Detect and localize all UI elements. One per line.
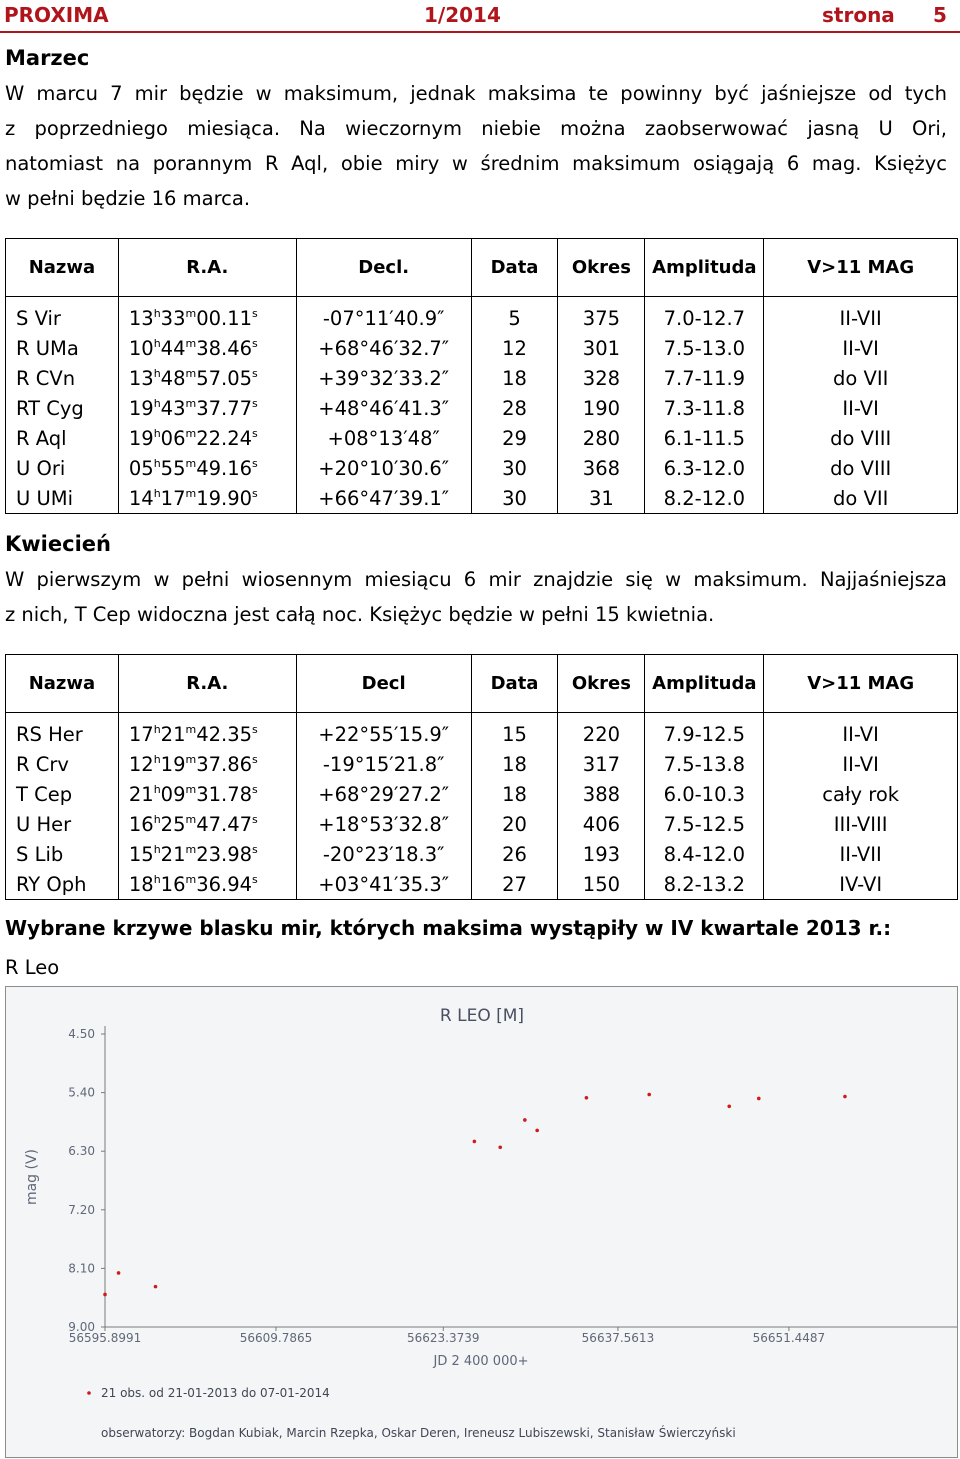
ra-seconds: 36.94 [196, 872, 253, 896]
ra-hours: 17 [128, 722, 154, 746]
unit-h: h [153, 306, 161, 320]
paragraph-line: W marcu 7 mir będzie w maksimum, jednak maksima te powinny być jaśniejsze od tych [5, 82, 947, 105]
column-header: V>11 MAG [764, 655, 958, 713]
period: 190 [558, 393, 645, 423]
max-date: 18 [471, 363, 558, 393]
table-row [6, 393, 958, 423]
visibility-months: IV-VI [764, 869, 958, 900]
amplitude: 7.7-11.9 [645, 363, 764, 393]
ra-hours: 19 [128, 426, 154, 450]
right-ascension [118, 749, 296, 779]
column-header: R.A. [118, 239, 296, 297]
column-header: Data [471, 239, 558, 297]
unit-h: h [153, 872, 161, 886]
star-name: T Cep [6, 779, 119, 809]
visibility-months: II-VI [764, 749, 958, 779]
ra-hours: 15 [128, 842, 154, 866]
unit-m: m [185, 812, 197, 826]
column-header: Decl [296, 655, 471, 713]
unit-s: s [252, 782, 258, 796]
max-date: 12 [471, 333, 558, 363]
unit-m: m [185, 752, 197, 766]
data-point [647, 1093, 651, 1097]
ra-minutes: 06 [160, 426, 186, 450]
amplitude: 7.3-11.8 [645, 393, 764, 423]
y-tick-label: 6.30 [68, 1144, 95, 1159]
page-label: strona [822, 3, 895, 27]
visibility-months: II-VII [764, 839, 958, 869]
ra-seconds: 37.86 [196, 752, 253, 776]
visibility-months: II-VI [764, 393, 958, 423]
paragraph-line: z nich, T Cep widoczna jest całą noc. Księżyc będzie w pełni 15 kwietnia. [5, 603, 715, 626]
declination: +08°13′48″ [296, 423, 471, 453]
light-curve-chart [5, 986, 958, 1458]
april-paragraph [5, 562, 947, 632]
column-header: Nazwa [6, 655, 119, 713]
table-row [6, 483, 958, 514]
page-header [0, 0, 960, 30]
data-point [117, 1271, 121, 1275]
period: 317 [558, 749, 645, 779]
ra-minutes: 21 [160, 722, 186, 746]
unit-h: h [153, 366, 161, 380]
amplitude: 8.4-12.0 [645, 839, 764, 869]
star-name: U Her [6, 809, 119, 839]
table-row [6, 453, 958, 483]
unit-m: m [185, 366, 197, 380]
column-header: Data [471, 655, 558, 713]
declination: +18°53′32.8″ [296, 809, 471, 839]
table-row [6, 363, 958, 393]
unit-m: m [185, 336, 197, 350]
visibility-months: III-VIII [764, 809, 958, 839]
ra-minutes: 55 [160, 456, 186, 480]
ra-minutes: 09 [160, 782, 186, 806]
star-name: R Aql [6, 423, 119, 453]
data-point [473, 1140, 477, 1144]
right-ascension [118, 363, 296, 393]
column-header: V>11 MAG [764, 239, 958, 297]
ra-hours: 05 [128, 456, 154, 480]
data-point [535, 1129, 539, 1133]
period: 31 [558, 483, 645, 514]
ra-minutes: 33 [160, 306, 186, 330]
page-number: 5 [933, 3, 947, 27]
unit-h: h [153, 752, 161, 766]
x-axis-label: JD 2 400 000+ [433, 1354, 529, 1369]
star-name: U UMi [6, 483, 119, 514]
max-date: 27 [471, 869, 558, 900]
ra-hours: 13 [128, 366, 154, 390]
amplitude: 7.5-12.5 [645, 809, 764, 839]
amplitude: 8.2-12.0 [645, 483, 764, 514]
table-row [6, 869, 958, 900]
unit-s: s [252, 396, 258, 410]
declination: +48°46′41.3″ [296, 393, 471, 423]
unit-h: h [153, 336, 161, 350]
x-tick-label: 56637.5613 [581, 1331, 655, 1345]
unit-h: h [153, 782, 161, 796]
right-ascension [118, 423, 296, 453]
star-name: S Lib [6, 839, 119, 869]
y-tick-label: 9.00 [68, 1320, 95, 1334]
y-tick-label: 7.20 [68, 1202, 95, 1217]
chart-title: R LEO [M] [439, 1006, 525, 1026]
unit-m: m [185, 486, 197, 500]
max-date: 20 [471, 809, 558, 839]
ra-seconds: 19.90 [196, 486, 253, 510]
visibility-months: do VII [764, 483, 958, 514]
star-name: U Ori [6, 453, 119, 483]
column-header: Okres [558, 655, 645, 713]
table-row [6, 333, 958, 363]
legend-text: 21 obs. od 21-01-2013 do 07-01-2014 [101, 1386, 330, 1400]
max-date: 26 [471, 839, 558, 869]
declination: +39°32′33.2″ [296, 363, 471, 393]
ra-minutes: 16 [160, 872, 186, 896]
period: 406 [558, 809, 645, 839]
ra-minutes: 19 [160, 752, 186, 776]
march-paragraph [5, 76, 947, 216]
declination: -07°11′40.9″ [296, 297, 471, 334]
section-title-march: Marzec [5, 46, 90, 70]
data-point [103, 1293, 107, 1297]
declination: +68°46′32.7″ [296, 333, 471, 363]
amplitude: 6.3-12.0 [645, 453, 764, 483]
unit-m: m [185, 456, 197, 470]
header-rule [0, 31, 960, 33]
period: 193 [558, 839, 645, 869]
visibility-months: cały rok [764, 779, 958, 809]
ra-minutes: 44 [160, 336, 186, 360]
unit-m: m [185, 396, 197, 410]
ra-hours: 21 [128, 782, 154, 806]
unit-s: s [252, 812, 258, 826]
star-name: RS Her [6, 713, 119, 750]
declination: +66°47′39.1″ [296, 483, 471, 514]
table-header-row [6, 655, 958, 713]
ra-minutes: 43 [160, 396, 186, 420]
ra-hours: 16 [128, 812, 154, 836]
ra-minutes: 21 [160, 842, 186, 866]
max-date: 30 [471, 483, 558, 514]
table-row [6, 423, 958, 453]
ra-seconds: 42.35 [196, 722, 253, 746]
right-ascension [118, 869, 296, 900]
data-point [498, 1145, 502, 1149]
star-name: RY Oph [6, 869, 119, 900]
max-date: 5 [471, 297, 558, 334]
y-tick-label: 4.50 [68, 1027, 95, 1041]
april-mira-table [5, 654, 958, 900]
visibility-months: II-VII [764, 297, 958, 334]
table-row [6, 809, 958, 839]
period: 301 [558, 333, 645, 363]
unit-h: h [153, 486, 161, 500]
period: 388 [558, 779, 645, 809]
column-header: Amplituda [645, 239, 764, 297]
period: 280 [558, 423, 645, 453]
unit-m: m [185, 722, 197, 736]
unit-s: s [252, 722, 258, 736]
visibility-months: do VIII [764, 453, 958, 483]
column-header: Okres [558, 239, 645, 297]
star-name: R UMa [6, 333, 119, 363]
max-date: 30 [471, 453, 558, 483]
declination: +03°41′35.3″ [296, 869, 471, 900]
unit-s: s [252, 306, 258, 320]
period: 220 [558, 713, 645, 750]
journal-name: PROXIMA [4, 3, 109, 27]
unit-s: s [252, 752, 258, 766]
ra-hours: 10 [128, 336, 154, 360]
ra-hours: 19 [128, 396, 154, 420]
data-point [727, 1104, 731, 1108]
ra-seconds: 00.11 [196, 306, 253, 330]
unit-m: m [185, 426, 197, 440]
ra-hours: 13 [128, 306, 154, 330]
visibility-months: II-VI [764, 333, 958, 363]
right-ascension [118, 713, 296, 750]
right-ascension [118, 839, 296, 869]
unit-s: s [252, 366, 258, 380]
x-tick-label: 56651.4487 [752, 1331, 826, 1345]
table-row [6, 297, 958, 334]
column-header: R.A. [118, 655, 296, 713]
table-row [6, 779, 958, 809]
period: 150 [558, 869, 645, 900]
right-ascension [118, 453, 296, 483]
observers-text: obserwatorzy: Bogdan Kubiak, Marcin Rzepka, Oskar Deren, Ireneusz Lubiszewski, Stanisław Świerczyński [101, 1426, 736, 1440]
issue-number: 1/2014 [424, 3, 501, 27]
star-name: R CVn [6, 363, 119, 393]
unit-h: h [153, 456, 161, 470]
y-tick-label: 5.40 [68, 1085, 95, 1100]
unit-m: m [185, 872, 197, 886]
march-mira-table [5, 238, 958, 514]
table-row [6, 749, 958, 779]
max-date: 15 [471, 713, 558, 750]
ra-seconds: 37.77 [196, 396, 253, 420]
x-tick-label: 56623.3739 [407, 1331, 480, 1345]
legend-marker [87, 1391, 91, 1395]
paragraph-line: natomiast na porannym R Aql, obie miry w średnim maksimum osiągają 6 mag. Księżyc [5, 152, 947, 175]
star-name: RT Cyg [6, 393, 119, 423]
ra-seconds: 57.05 [196, 366, 253, 390]
max-date: 28 [471, 393, 558, 423]
star-name: S Vir [6, 297, 119, 334]
amplitude: 8.2-13.2 [645, 869, 764, 900]
unit-h: h [153, 812, 161, 826]
ra-hours: 14 [128, 486, 154, 510]
column-header: Amplituda [645, 655, 764, 713]
amplitude: 7.5-13.8 [645, 749, 764, 779]
period: 375 [558, 297, 645, 334]
right-ascension [118, 779, 296, 809]
table-header-row [6, 239, 958, 297]
ra-hours: 12 [128, 752, 154, 776]
unit-h: h [153, 722, 161, 736]
paragraph-line: z poprzedniego miesiąca. Na wieczornym niebie można zaobserwować jasną U Ori, [5, 117, 947, 140]
max-date: 18 [471, 779, 558, 809]
right-ascension [118, 809, 296, 839]
y-axis-label: mag (V) [24, 1148, 40, 1206]
declination: +20°10′30.6″ [296, 453, 471, 483]
period: 368 [558, 453, 645, 483]
paragraph-line: W pierwszym w pełni wiosennym miesiącu 6 mir znajdzie się w maksimum. Najjaśniejsza [5, 568, 947, 591]
visibility-months: do VIII [764, 423, 958, 453]
data-point [523, 1118, 527, 1122]
unit-h: h [153, 842, 161, 856]
declination: -20°23′18.3″ [296, 839, 471, 869]
table-row [6, 713, 958, 750]
right-ascension [118, 297, 296, 334]
unit-m: m [185, 842, 197, 856]
ra-minutes: 25 [160, 812, 186, 836]
ra-seconds: 47.47 [196, 812, 253, 836]
ra-seconds: 31.78 [196, 782, 253, 806]
period: 328 [558, 363, 645, 393]
visibility-months: II-VI [764, 713, 958, 750]
right-ascension [118, 483, 296, 514]
amplitude: 6.0-10.3 [645, 779, 764, 809]
unit-s: s [252, 456, 258, 470]
y-tick-label: 8.10 [68, 1261, 95, 1276]
right-ascension [118, 393, 296, 423]
x-tick-label: 56595.8991 [68, 1331, 142, 1345]
paragraph-line: w pełni będzie 16 marca. [5, 187, 251, 210]
unit-s: s [252, 842, 258, 856]
declination: +68°29′27.2″ [296, 779, 471, 809]
ra-minutes: 17 [160, 486, 186, 510]
curves-heading: Wybrane krzywe blasku mir, których maksima wystąpiły w IV kwartale 2013 r.: [5, 916, 892, 940]
section-title-april: Kwiecień [5, 532, 111, 556]
unit-s: s [252, 426, 258, 440]
ra-minutes: 48 [160, 366, 186, 390]
amplitude: 7.5-13.0 [645, 333, 764, 363]
unit-s: s [252, 486, 258, 500]
ra-seconds: 22.24 [196, 426, 253, 450]
unit-h: h [153, 426, 161, 440]
amplitude: 7.9-12.5 [645, 713, 764, 750]
unit-m: m [185, 306, 197, 320]
amplitude: 6.1-11.5 [645, 423, 764, 453]
data-point [585, 1096, 589, 1100]
ra-seconds: 49.16 [196, 456, 253, 480]
data-point [154, 1285, 158, 1289]
data-point [843, 1095, 847, 1099]
column-header: Decl. [296, 239, 471, 297]
declination: -19°15′21.8″ [296, 749, 471, 779]
unit-h: h [153, 396, 161, 410]
unit-m: m [185, 782, 197, 796]
visibility-months: do VII [764, 363, 958, 393]
right-ascension [118, 333, 296, 363]
ra-hours: 18 [128, 872, 154, 896]
unit-s: s [252, 336, 258, 350]
table-row [6, 839, 958, 869]
data-point [757, 1097, 761, 1101]
unit-s: s [252, 872, 258, 886]
ra-seconds: 38.46 [196, 336, 253, 360]
max-date: 29 [471, 423, 558, 453]
star-label: R Leo [5, 956, 60, 979]
light-curve-svg [6, 987, 957, 1457]
ra-seconds: 23.98 [196, 842, 253, 866]
x-tick-label: 56609.7865 [239, 1331, 313, 1345]
amplitude: 7.0-12.7 [645, 297, 764, 334]
column-header: Nazwa [6, 239, 119, 297]
star-name: R Crv [6, 749, 119, 779]
declination: +22°55′15.9″ [296, 713, 471, 750]
max-date: 18 [471, 749, 558, 779]
